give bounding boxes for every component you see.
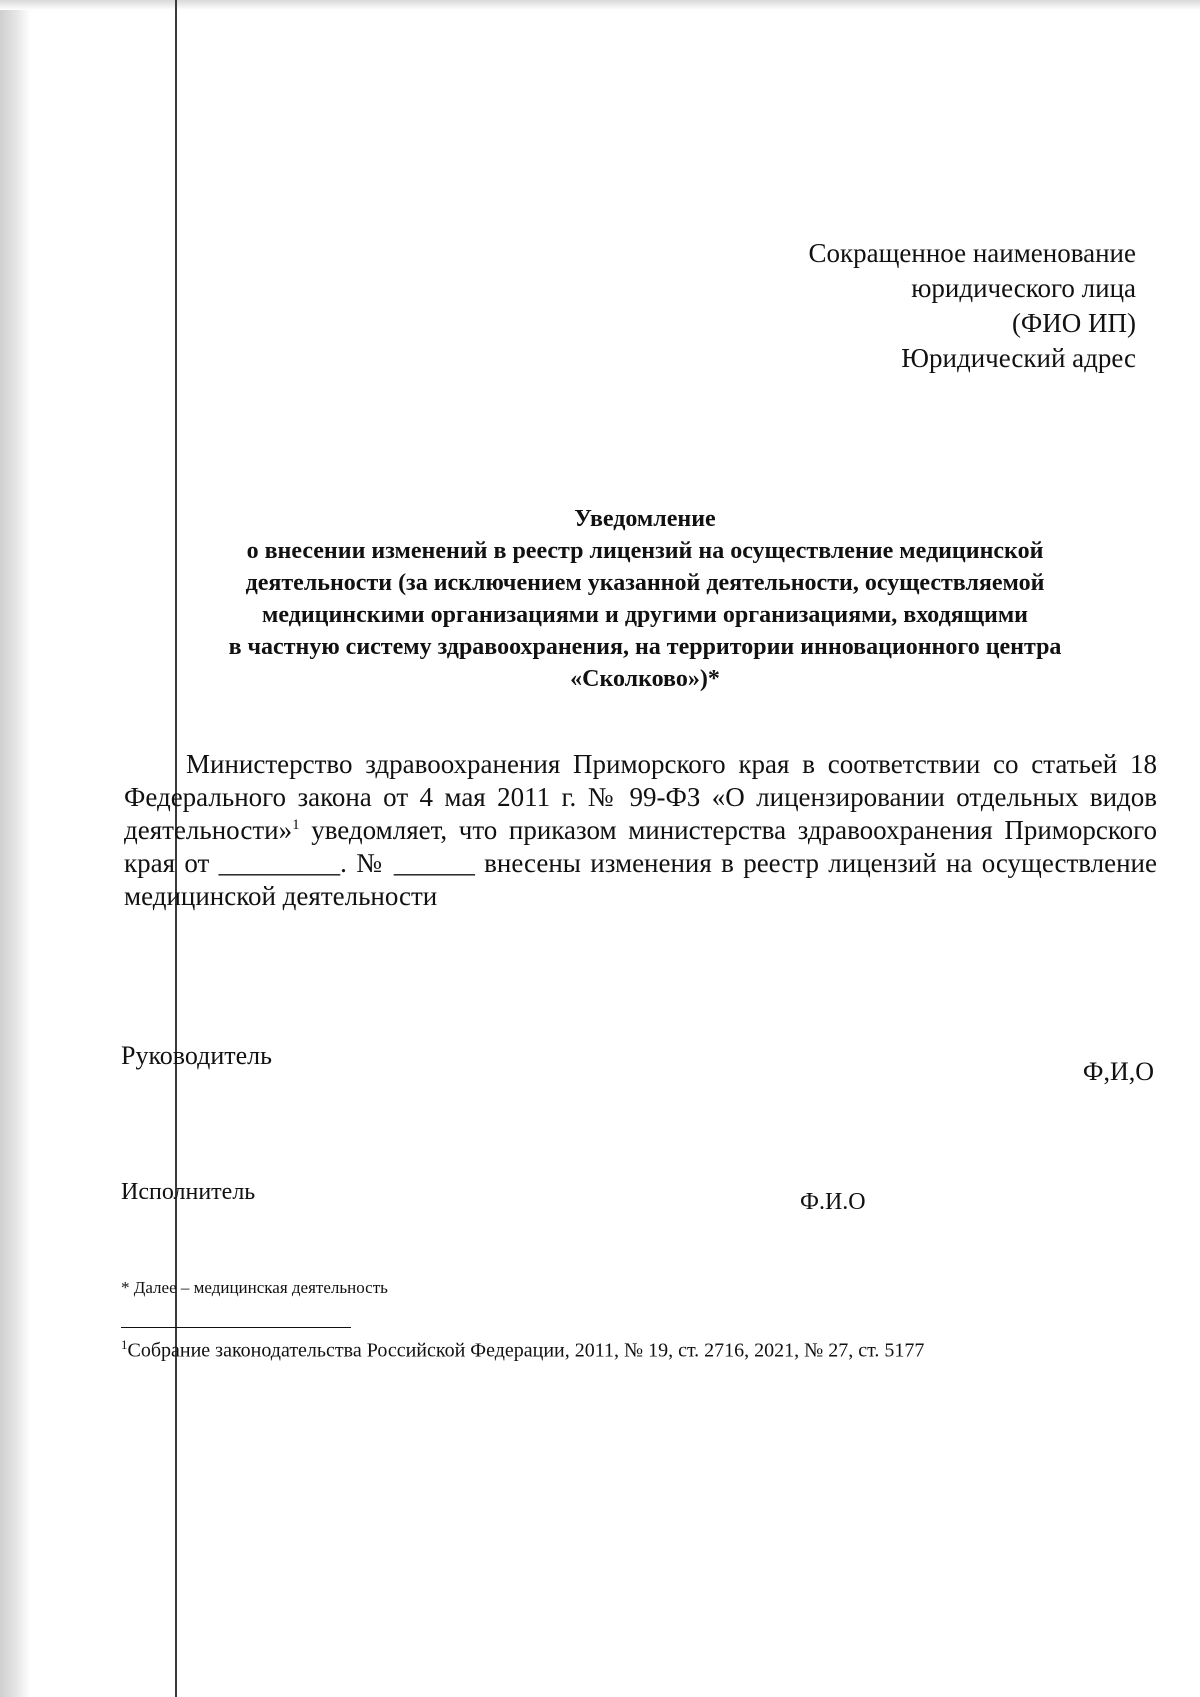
addressee-address: Юридический адрес — [901, 343, 1136, 373]
notification-body — [124, 748, 1157, 913]
scan-shadow-top — [0, 0, 1200, 10]
addressee-block — [808, 236, 1136, 376]
executor-name: Ф.И.О — [800, 1189, 866, 1215]
executor-label: Исполнитель — [121, 1179, 256, 1205]
addressee-fio: (ФИО ИП) — [1011, 308, 1136, 338]
footnote-source-text: Собрание законодательства Российской Федерации, 2011, № 19, ст. 2716, 2021, № 27, ст. 5177 — [127, 1339, 925, 1362]
title-line: о внесении изменений в реестр лицензий на осуществление медицинской — [246, 538, 1044, 564]
document-title — [150, 503, 1140, 695]
addressee-name: Сокращенное наименование — [808, 238, 1136, 268]
title-line: «Сколково»)* — [570, 666, 720, 692]
title-line: медицинскими организациями и другими организациями, входящими — [262, 602, 1028, 628]
body-text-part1: Министерство здравоохранения Приморского края в соответствии со статьей 18 Федерального закона от 4 мая 2011 г. № 99-ФЗ «О лицензировании отдельных видов деятельности» — [124, 749, 1157, 845]
title-line: деятельности (за исключением указанной деятельности, осуществляемой — [245, 570, 1045, 596]
footnote-number: 1 — [121, 1337, 128, 1352]
scan-shadow-left — [0, 0, 30, 1697]
title-heading: Уведомление — [574, 506, 716, 532]
footnote-divider — [121, 1327, 351, 1328]
title-line: в частную систему здравоохранения, на территории инновационного центра — [228, 634, 1062, 660]
addressee-entity-type: юридического лица — [911, 273, 1136, 303]
source-footnote — [121, 1337, 924, 1363]
head-name: Ф,И,О — [1082, 1057, 1154, 1086]
footnote-reference: 1 — [292, 817, 300, 833]
head-label: Руководитель — [121, 1041, 272, 1070]
asterisk-footnote: * Далее – медицинская деятельность — [121, 1278, 388, 1297]
body-text-part2: уведомляет, что приказом министерства здравоохранения Приморского края от _________. № ______ внесены изменения в реестр лицензий на осуществление медицинской деятельности — [124, 815, 1157, 911]
